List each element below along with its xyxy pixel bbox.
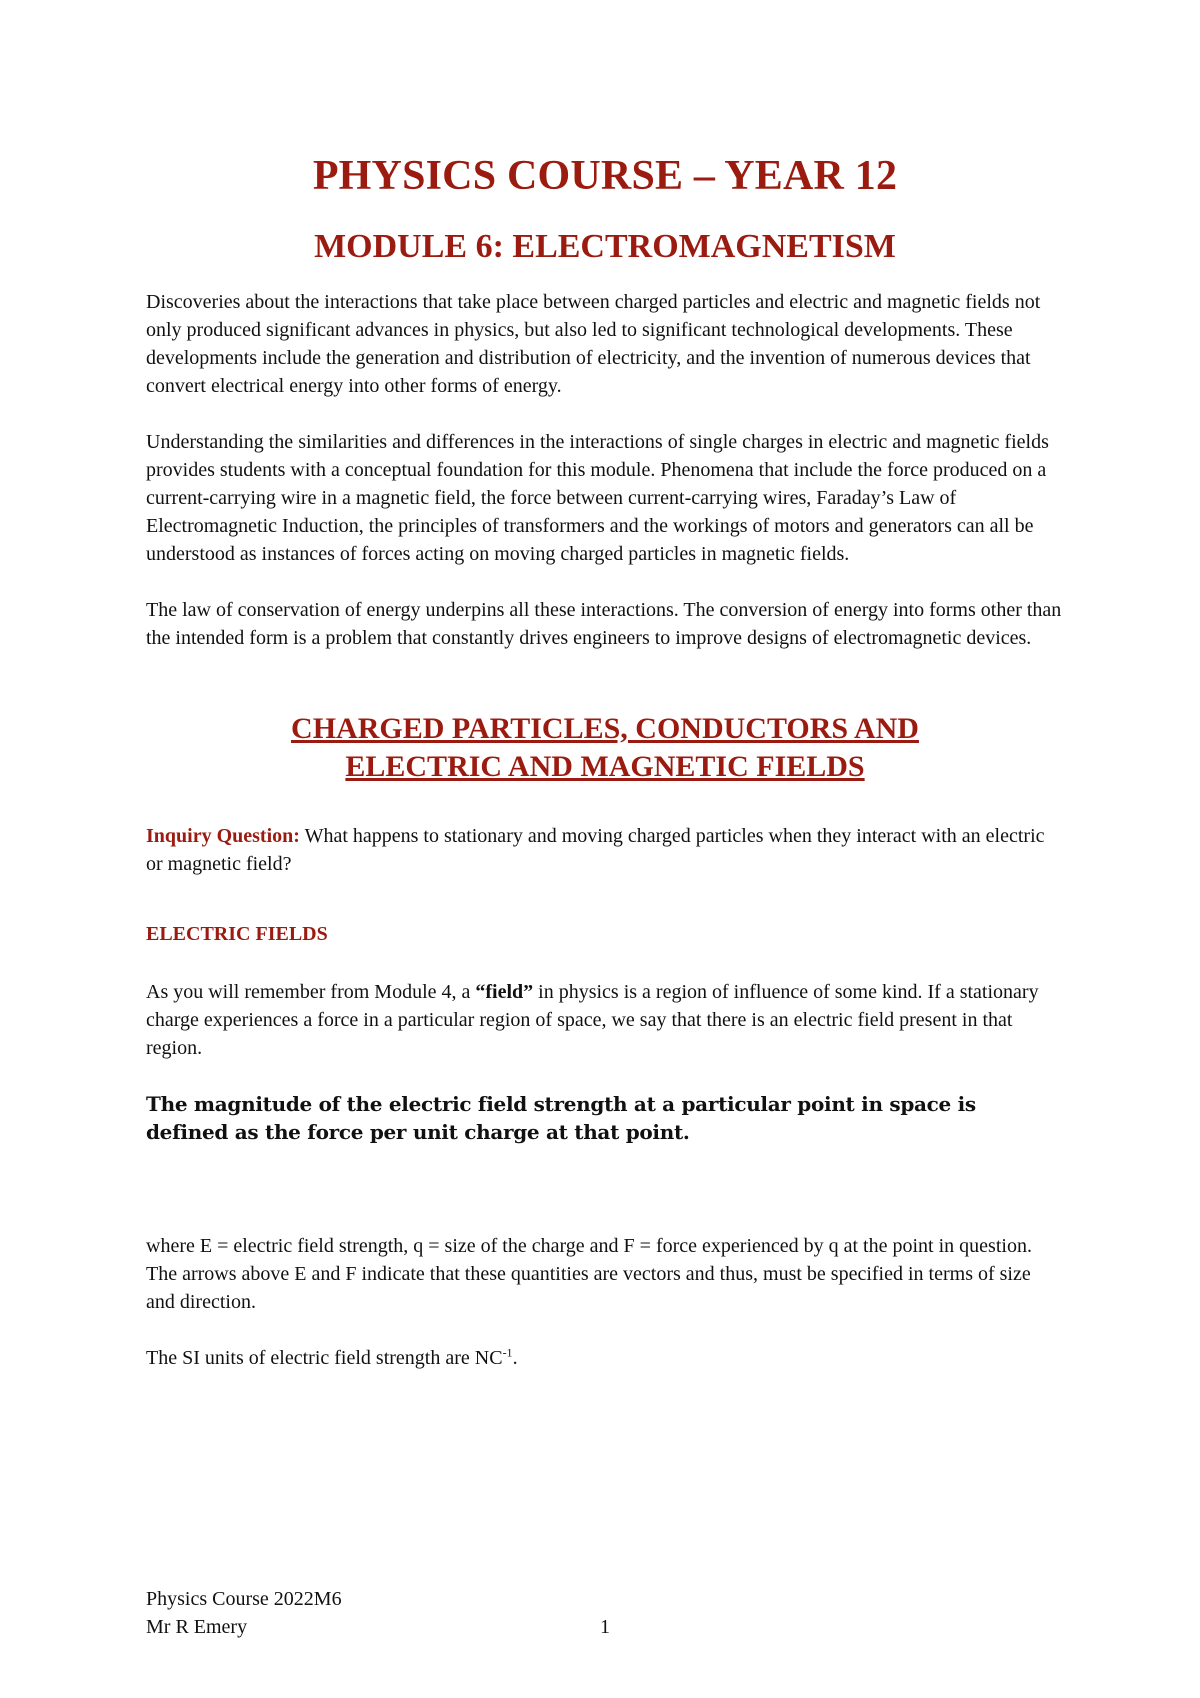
page-number: 1 xyxy=(600,1616,610,1638)
inquiry-question xyxy=(146,822,1064,878)
intro-paragraph-2: Understanding the similarities and differences in the interactions of single charges in electric and magnetic fields provides students with a conceptual foundation for this module. Phenomena that include the force produced on a current-carrying wire in a magnetic field, the force between current-carrying wires, Faraday’s Law of Electromagnetic Induction, the principles of transformers and the workings of motors and generators can all be understood as instances of forces acting on moving charged particles in magnetic fields. xyxy=(146,431,1049,565)
inquiry-text: What happens to stationary and moving charged particles when they interact with an electric or magnetic field? xyxy=(146,825,1045,875)
module-title: MODULE 6: ELECTROMAGNETISM xyxy=(314,228,896,265)
inquiry-label: Inquiry Question: xyxy=(146,825,300,847)
page-content xyxy=(146,150,1064,1372)
si-units-paragraph xyxy=(146,1344,1064,1372)
section-heading xyxy=(146,710,1064,786)
si-units-exponent: -1 xyxy=(502,1345,513,1360)
page-footer xyxy=(146,1585,746,1641)
section-heading-line-1: CHARGED PARTICLES, CONDUCTORS AND xyxy=(291,712,919,745)
intro-paragraph-3: The law of conservation of energy underpins all these interactions. The conversion of energy into forms other than the intended form is a problem that constantly drives engineers to improve designs of electromagnetic devices. xyxy=(146,599,1062,649)
course-title: PHYSICS COURSE – YEAR 12 xyxy=(312,153,898,199)
electric-fields-heading: ELECTRIC FIELDS xyxy=(146,923,328,945)
section-heading-line-2: ELECTRIC AND MAGNETIC FIELDS xyxy=(345,750,865,783)
si-units-text: The SI units of electric field strength are NC xyxy=(146,1347,503,1369)
footer-course: Physics Course 2022M6 xyxy=(146,1588,342,1610)
field-strength-definition: The magnitude of the electric field strength at a particular point in space is defined as the force per unit charge at that point. xyxy=(146,1092,976,1144)
variables-paragraph: where E = electric field strength, q = size of the charge and F = force experienced by q at the point in question. The arrows above E and F indicate that these quantities are vectors and thus, must be specified in terms of size and direction. xyxy=(146,1235,1032,1313)
footer-author: Mr R Emery xyxy=(146,1616,248,1638)
field-paragraph-end: in physics is a region of influence of some kind. If a stationary charge experiences a force in a particular region of space, we say that there is an electric field present in that region. xyxy=(146,981,1039,1059)
field-paragraph xyxy=(146,978,1064,1062)
intro-paragraph-1: Discoveries about the interactions that take place between charged particles and electric and magnetic fields not only produced significant advances in physics, but also led to significant technological developments. These developments include the generation and distribution of electricity, and the invention of numerous devices that convert electrical energy into other forms of energy. xyxy=(146,291,1041,397)
field-term: “field” xyxy=(475,981,534,1003)
field-paragraph-start: As you will remember from Module 4, a xyxy=(146,981,476,1003)
si-units-end: . xyxy=(512,1347,518,1369)
